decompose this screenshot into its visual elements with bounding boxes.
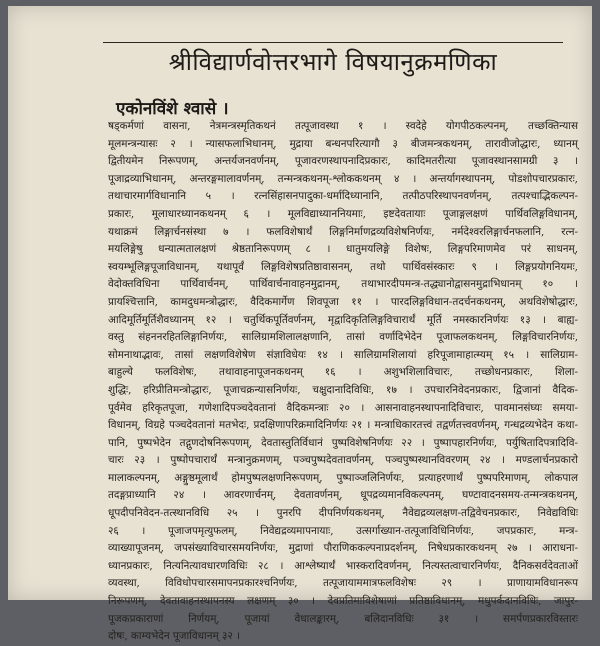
contents-line: आदिमूर्तिमूर्तिशैवध्यानम् १२ । चतुर्थिकपूर्तिवर्णनम्, मृद्वादिकृतिलिङ्गविचारार्थं मूर्ति नमस्कारनिर्णयः १३ । बाह्य- [108,313,578,326]
contents-line: व्याख्यापूजनम्, जपसंख्याविचारसमयनिर्णयः, मुद्राणां पौराणिककल्पनाप्रदर्शनम्, निषेधप्रकारकथनम् २७ । आराधना- [108,542,578,555]
contents-line: चारः २३ । पुष्पोपचारार्थं मन्त्रानुक्रमणम्, पञ्चपुष्पदेवतावर्णनम्, पञ्चपुष्पस्थानविवरणम् २४ । मण्डलार्चनप्रकारो [108,454,578,467]
contents-line: प्रायश्चित्तानि, कामदुधमन्त्रोद्धारः, वैदिकमार्गेण शिवपूजा ११ । पारदलिङ्गविधान-तदर्चनकथनम्, अथविशेषोद्धारः, [108,295,578,308]
contents-line: निरूपणम्, देवतावाहनस्थापनस्य लक्षणम् ३० । देवप्रतिमाविशेषाणां प्रतिष्ठाविधानम्, मधुपर्कदानविधिः, जापुर- [108,595,578,608]
contents-line: वेदोक्तविधिना पार्थिवार्चनम्, पार्थिवार्चनावाहनमुद्रानम्, तथाभारदीपमन्त्र-तद्ध्यानोद्वासनमुद्राभिधानम् १० । [108,278,578,291]
section-heading: एकोनविंशे श्वासे । [116,99,229,119]
contents-line: मालाकल्पनम्, अङ्गुष्ठमूलार्थं होमपुष्पलक्षणनिरूपणम्, पुष्पाञ्जलिनिर्णयः, प्रत्याहरणार्थं पुष्पपरिमाणम्, लोकपाल [108,471,578,484]
contents-line: शुद्धिः, हरिप्रीतिमन्त्रोद्धारः, पूजाचक्रन्यासनिर्णयः, चक्षुदानादिविधिः, १७ । उपचारनिवेदनप्रकारः, द्विजानां वैदिक- [108,383,578,396]
contents-line: विधानम्, विग्रहे पञ्चदेवतानां मतभेदः, प्रदक्षिणापरिक्रमादिनिर्णयः २१ । मन्त्राधिकारतत्त्वं तद्वर्णतत्त्ववर्णनम्, गन्धद्रव्यभेदेन कथा- [108,419,578,432]
book-page [8,6,592,643]
contents-line: यथाक्रमं लिङ्गार्चनसंस्था ७ । फलविशेषार्थं लिङ्गनिर्माणद्रव्यविशेषनिर्णयः, नर्मदेश्वरलिङ्गार्चनफलानि, रत्न- [108,225,578,238]
contents-line: पूर्वमेव हरिकृतपूजा, गणेशादिपञ्चदेवतानां वैदिकमन्त्राः २० । आसनावाहनस्थापनादिविचारः, पावमानसंघ्यः समया- [108,401,578,414]
contents-line: वस्तु संहननरहितलिङ्गानिर्णयः, सालिग्रामशिलालक्षणानि, तासां वर्णादिभेदेन पूजाफलकथनम्, लिङ्गविचारनिर्णयः, [108,331,578,344]
contents-line: मयलिङ्गेषु धन्यात्मतालक्षणं श्रेष्ठतानिरूपणम् ८ । धातुमयलिङ्गे विशेषः, लिङ्गपरिमाणमेव परं साधनम्, [108,243,578,256]
contents-line: पानि, पुष्पभेदेन तद्गुणदोषनिरूपणम्, देवतास्तुतिर्विधानं पुष्पविशेषनिर्णयः २२ । पुष्पापहारनिर्णयः, पर्युषितादिपत्रादिवि- [108,436,578,449]
contents-line: व्यवस्था, विविधोपचारसमापनप्रकारश्चनिर्णयः, तत्पूजायाममात्रफलविशेषः २९ । प्राणायामविधानरूप [108,577,578,590]
contents-line: षड्‌कर्मणां वासना, नेत्रमन्त्रस्मृतिकथनं तत्पूजावस्था १ । स्वदेहे योगपीठकल्पनम्, तच्छक्तिन्यास [108,120,578,132]
contents-line: पूजाद्रव्याभिधानम्, अन्तरङ्गमालावर्णनम्, तन्मन्त्रकथनम्-श्लोककथनम् ४ । अन्तर्यागस्थापनम्, पोडशोपचारप्रकारः, [108,172,578,185]
contents-line: ध्यानप्रकारः, नित्यनित्यावधारणविधिः २८ । आश्लेष्यार्थं भास्करादिवर्णनम्, नित्यस्तत्वाचारनिर्णयः, दैनिकसर्वदेवताओं [108,559,578,572]
contents-line: दोषः, काम्यभेदेन पूजाविधानम् ३२ । [108,630,241,643]
contents-line: मूलमन्त्रन्यासः २ । न्यासफलाभिधानम्, मुद्राया बन्धनपरित्यागौ ३ बीजमन्त्रकथनम्, तारावीजोद्धारः, ध्यानम् [108,137,578,150]
contents-line: धूपदीपनिवेदन-तत्स्थानविधि २५ । पुनरपि दीपनिर्णयकथनम्, नैवेद्यद्रव्यलक्षण-तद्विवेचनप्रकारः, निवेद्यविधिः [108,507,578,520]
contents-line: तथाचारमार्गविधानानि ५ । रत्नसिंहासनपादुका-धर्मादिध्यानानि, तत्पीठपरिस्थापनवर्णनम्, तत्पश्चाद्भिकल्पन- [108,190,578,203]
contents-line: २६ । पूजाजपमृत्युफलम्, निवेद्यद्रव्यमापनायाः, उत्सर्गाख्यान-तत्पूजाविधिनिर्णयः, जपप्रकारः, मन्त्र- [108,524,578,537]
contents-line: द्वितीयमेन निरूपणम्, अन्तर्यजनवर्णनम्, पूजावरणस्थापनादिप्रकारः, कादिमतरीत्या पूजावस्थानसामग्री ३ । [108,155,578,168]
contents-body [108,118,578,646]
contents-line: पूजकप्रकाराणां निर्णयम्, पूजायां वेधालङ्कारम्, बलिदानविधिः ३१ । समर्पणप्रकारविस्तारः [108,612,578,625]
contents-line: बाहुल्ये फलविशेषः, तथावाहनापूजनकथनम् १६ । अशुभशिलाविचारः, तच्छोधनप्रकारः, शिला- [108,366,578,379]
contents-line: तदङ्गप्राध्यानि २४ । आवरणार्चनम्, देवतावर्णनम्, धूपद्रव्यमानविकल्पनम्, घण्टावादनसमय-तन्मन्त्रकथनम्, [108,489,578,502]
page-title: श्रीविद्यार्णवोत्तरभागे विषयानुक्रमणिका [168,48,498,76]
contents-line: प्रकारः, मूलाधारध्यानकथनम् ६ । मूलविद्याध्याननियमाः, इष्टदेवतायाः पूजाङ्गलक्षणं पार्थिवलिङ्गविधानम्, [108,207,578,220]
contents-line: स्वयम्भूलिङ्गपूजाविधानम्, यथापूर्वं लिङ्गविशेषप्रतिष्ठावासनम्, तथो पार्थिवसंस्कारः ९ । लिङ्गप्रयोगनियमः, [108,260,578,273]
contents-line: सोमनाथाद्भावः, तासां लक्षणविशेषेण संज्ञाविधेयः १४ । सालिग्रामशिलायां हरिपूजामाहात्म्यम् १५ । सालिग्राम- [108,348,578,361]
